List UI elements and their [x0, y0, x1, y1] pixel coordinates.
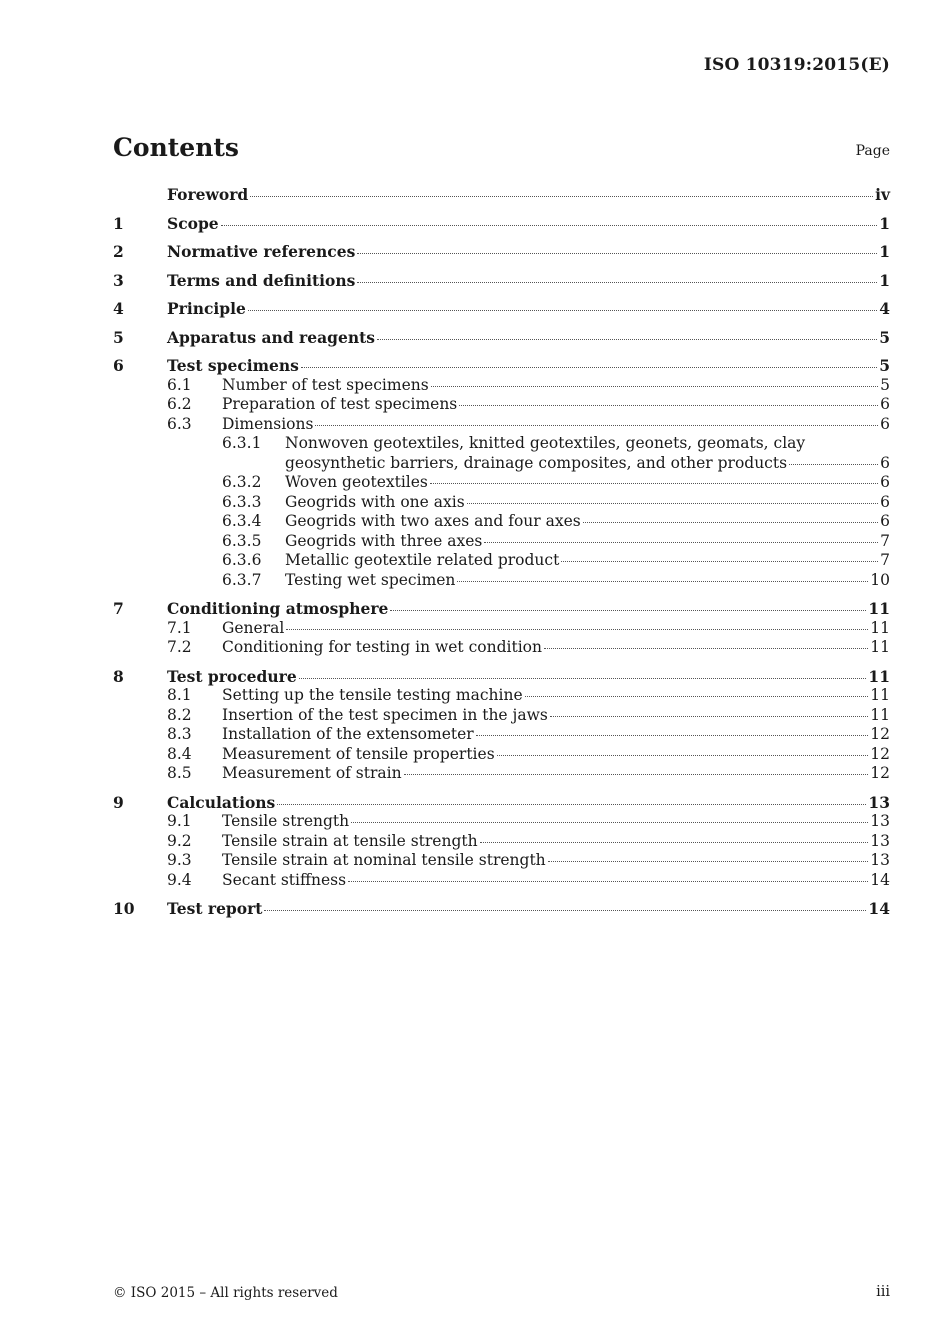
toc-entry[interactable]	[113, 299, 890, 319]
toc-entry[interactable]	[113, 242, 890, 262]
toc-entry-number: 2	[113, 242, 124, 261]
toc-entry-page: 14	[868, 899, 890, 918]
toc-entry-title: Scope	[167, 213, 219, 233]
toc-entry-title: Test report	[167, 899, 263, 918]
toc-entry-page: 1	[879, 213, 890, 233]
toc-entry[interactable]	[113, 551, 890, 571]
toc-entry-title: Geogrids with one axis	[285, 492, 465, 511]
toc-entry-title: Terms and definitions	[167, 270, 356, 290]
toc-entry-title: General	[222, 618, 285, 637]
toc-entry-page: 12	[870, 725, 890, 743]
toc-entry-number: 7.1	[167, 618, 192, 637]
toc-entry-page: 11	[870, 638, 890, 656]
dot-leader	[377, 339, 877, 340]
dot-leader	[221, 225, 878, 226]
toc-entry[interactable]	[113, 638, 890, 658]
toc-entry[interactable]	[113, 599, 890, 619]
toc-entry-number: 6	[113, 356, 124, 375]
toc-entry[interactable]	[113, 415, 890, 435]
toc-entry-page: 5	[880, 375, 890, 394]
toc-entry-number: 6.3.2	[222, 473, 262, 491]
toc-entry-page: 6	[880, 473, 890, 491]
toc-entry-title: Tensile strain at tensile strength	[222, 831, 478, 850]
toc-entry-page: 13	[870, 851, 890, 869]
toc-entry-page: 13	[870, 812, 890, 830]
dot-leader	[789, 464, 878, 465]
toc-entry[interactable]	[113, 832, 890, 852]
toc-entry-number: 5	[113, 327, 124, 347]
toc-entry[interactable]	[113, 667, 890, 687]
toc-entry-title: Testing wet specimen	[285, 570, 456, 589]
toc-entry-page: 13	[868, 792, 890, 812]
toc-entry-page: 7	[880, 531, 890, 550]
toc-entry-title-line1: Nonwoven geotextiles, knitted geotextiles, geonets, geomats, clay	[285, 434, 806, 452]
toc-entry-title: Conditioning atmosphere	[167, 599, 389, 618]
contents-heading: Contents	[113, 133, 240, 162]
toc-entry[interactable]	[113, 725, 890, 745]
toc-entry-number: 9.4	[167, 870, 192, 889]
toc-entry-title: Secant stiffness	[222, 870, 347, 889]
toc-entry-number: 4	[113, 299, 124, 318]
toc-entry-title: Measurement of tensile properties	[222, 744, 495, 763]
toc-entry[interactable]	[113, 619, 890, 639]
toc-entry-number: 9.2	[167, 831, 192, 850]
toc-entry-number: 6.1	[167, 375, 192, 394]
toc-entry-title: Setting up the tensile testing machine	[222, 686, 523, 704]
dot-leader	[525, 696, 869, 697]
dot-leader	[277, 804, 866, 805]
dot-leader	[548, 861, 869, 862]
footer-copyright: © ISO 2015 – All rights reserved	[113, 1285, 338, 1301]
document-id: ISO 10319:2015(E)	[703, 55, 890, 75]
toc-entry-number: 3	[113, 270, 124, 290]
toc-entry-number: 8.1	[167, 686, 192, 704]
toc-entry-title: Metallic geotextile related product	[285, 551, 560, 569]
toc-entry[interactable]	[113, 812, 890, 832]
toc-entry[interactable]	[113, 764, 890, 784]
dot-leader	[315, 425, 878, 426]
toc-entry-page: 5	[879, 356, 890, 375]
dot-leader	[459, 405, 878, 406]
dot-leader	[357, 253, 877, 254]
toc-entry[interactable]	[113, 473, 890, 493]
toc-entry-page: 11	[870, 705, 890, 724]
toc-entry-title: Tensile strain at nominal tensile strength	[222, 851, 546, 869]
dot-leader	[248, 310, 877, 311]
toc-entry-page: 1	[879, 242, 890, 261]
toc-entry[interactable]	[113, 871, 890, 891]
toc-entry-number: 8	[113, 666, 124, 686]
dot-leader	[390, 610, 866, 611]
toc-entry-page: 10	[870, 570, 890, 589]
toc-entry-page: 11	[868, 666, 890, 686]
toc-entry-number: 7	[113, 599, 124, 618]
dot-leader	[484, 542, 878, 543]
toc-entry[interactable]	[113, 745, 890, 765]
toc-entry-number: 6.3.7	[222, 570, 262, 589]
dot-leader	[544, 648, 868, 649]
dot-leader	[431, 386, 878, 387]
footer-page-number: iii	[876, 1284, 890, 1300]
toc-entry-page: 13	[870, 831, 890, 850]
toc-entry-number: 8.2	[167, 705, 192, 724]
dot-leader	[250, 196, 873, 197]
toc-entry-title: Insertion of the test specimen in the jaws	[222, 705, 548, 724]
dot-leader	[457, 581, 868, 582]
toc-entry-page: 11	[868, 599, 890, 618]
dot-leader	[497, 755, 869, 756]
toc-entry-number: 8.5	[167, 764, 192, 782]
toc-entry[interactable]	[113, 686, 890, 706]
toc-entry-number: 6.3.4	[222, 512, 262, 530]
toc-entry[interactable]	[113, 271, 890, 291]
toc-entry-page: 6	[880, 492, 890, 511]
toc-entry-page: 5	[879, 327, 890, 347]
toc-entry-title: Principle	[167, 299, 246, 318]
dot-leader	[476, 735, 869, 736]
toc-entry[interactable]	[113, 532, 890, 552]
dot-leader	[480, 842, 869, 843]
toc-entry[interactable]	[113, 356, 890, 376]
toc-entry-page: 6	[880, 512, 890, 530]
toc-entry-number: 9.3	[167, 851, 192, 869]
toc-entry-page: 12	[870, 744, 890, 763]
dot-leader	[299, 678, 867, 679]
toc-entry-title: Apparatus and reagents	[167, 327, 375, 347]
dot-leader	[404, 774, 869, 775]
toc-entry[interactable]	[113, 851, 890, 871]
toc-entry-number: 6.3.3	[222, 492, 262, 511]
toc-entry-number: 1	[113, 213, 124, 233]
toc-entry-number: 9.1	[167, 812, 192, 830]
toc-entry-page: 7	[880, 551, 890, 569]
toc-entry-page: iv	[875, 185, 890, 204]
toc-entry[interactable]	[113, 706, 890, 726]
toc-entry[interactable]	[113, 185, 890, 205]
toc-entry-number: 6.3	[167, 414, 192, 433]
toc-entry-title: Tensile strength	[222, 812, 350, 830]
toc-entry[interactable]	[113, 376, 890, 396]
toc-entry-page: 1	[879, 270, 890, 290]
toc-entry-number: 6.3.5	[222, 531, 262, 550]
dot-leader	[264, 910, 866, 911]
dot-leader	[348, 881, 868, 882]
toc-entry-number: 7.2	[167, 638, 192, 656]
toc-entry-title: Dimensions	[222, 414, 314, 433]
toc-entry-number: 10	[113, 899, 135, 918]
toc-entry-number: 8.3	[167, 725, 192, 743]
toc-entry[interactable]	[113, 512, 890, 532]
toc-entry-title: Geogrids with three axes	[285, 531, 483, 550]
toc-entry-page: 12	[870, 764, 890, 782]
dot-leader	[583, 522, 878, 523]
toc-entry-number: 8.4	[167, 744, 192, 763]
toc-entry-number: 6.3.6	[222, 551, 262, 569]
toc-entry-title: Measurement of strain	[222, 764, 402, 782]
toc-entry-title: Calculations	[167, 792, 276, 812]
dot-leader	[467, 503, 878, 504]
page-column-label: Page	[855, 143, 890, 159]
dot-leader	[550, 716, 868, 717]
dot-leader	[286, 629, 868, 630]
toc-entry-title: Test specimens	[167, 356, 299, 375]
toc-entry-number: 9	[113, 792, 124, 812]
dot-leader	[357, 282, 877, 283]
dot-leader	[561, 561, 878, 562]
toc-entry[interactable]	[113, 793, 890, 813]
toc-entry-page: 11	[870, 686, 890, 704]
toc-entry-title: Test procedure	[167, 666, 297, 686]
table-of-contents	[113, 185, 890, 919]
toc-entry-title: Normative references	[167, 242, 356, 261]
toc-entry-page: 4	[879, 299, 890, 318]
toc-entry-page: 6	[880, 453, 890, 472]
toc-entry-number: 6.2	[167, 395, 192, 413]
toc-entry-title: Woven geotextiles	[285, 473, 428, 491]
toc-entry[interactable]	[113, 899, 890, 919]
toc-entry[interactable]	[113, 395, 890, 415]
toc-entry-title: Geogrids with two axes and four axes	[285, 512, 581, 530]
toc-entry-page: 6	[880, 414, 890, 433]
toc-entry-title: Number of test specimens	[222, 375, 429, 394]
toc-entry[interactable]	[113, 214, 890, 234]
toc-entry-page: 11	[870, 618, 890, 637]
toc-entry[interactable]	[113, 434, 890, 473]
toc-entry-title: Installation of the extensometer	[222, 725, 474, 743]
toc-entry-number: 6.3.1	[222, 434, 262, 452]
toc-entry-title: Conditioning for testing in wet condition	[222, 638, 542, 656]
dot-leader	[301, 367, 877, 368]
toc-entry-title: Foreword	[167, 185, 249, 204]
dot-leader	[430, 483, 878, 484]
toc-entry[interactable]	[113, 493, 890, 513]
toc-entry-page: 6	[880, 395, 890, 413]
toc-entry-page: 14	[870, 870, 890, 889]
toc-entry-title-line2: geosynthetic barriers, drainage composites, and other products	[285, 453, 788, 472]
toc-entry[interactable]	[113, 328, 890, 348]
toc-entry[interactable]	[113, 571, 890, 591]
toc-entry-title: Preparation of test specimens	[222, 395, 458, 413]
dot-leader	[351, 822, 868, 823]
